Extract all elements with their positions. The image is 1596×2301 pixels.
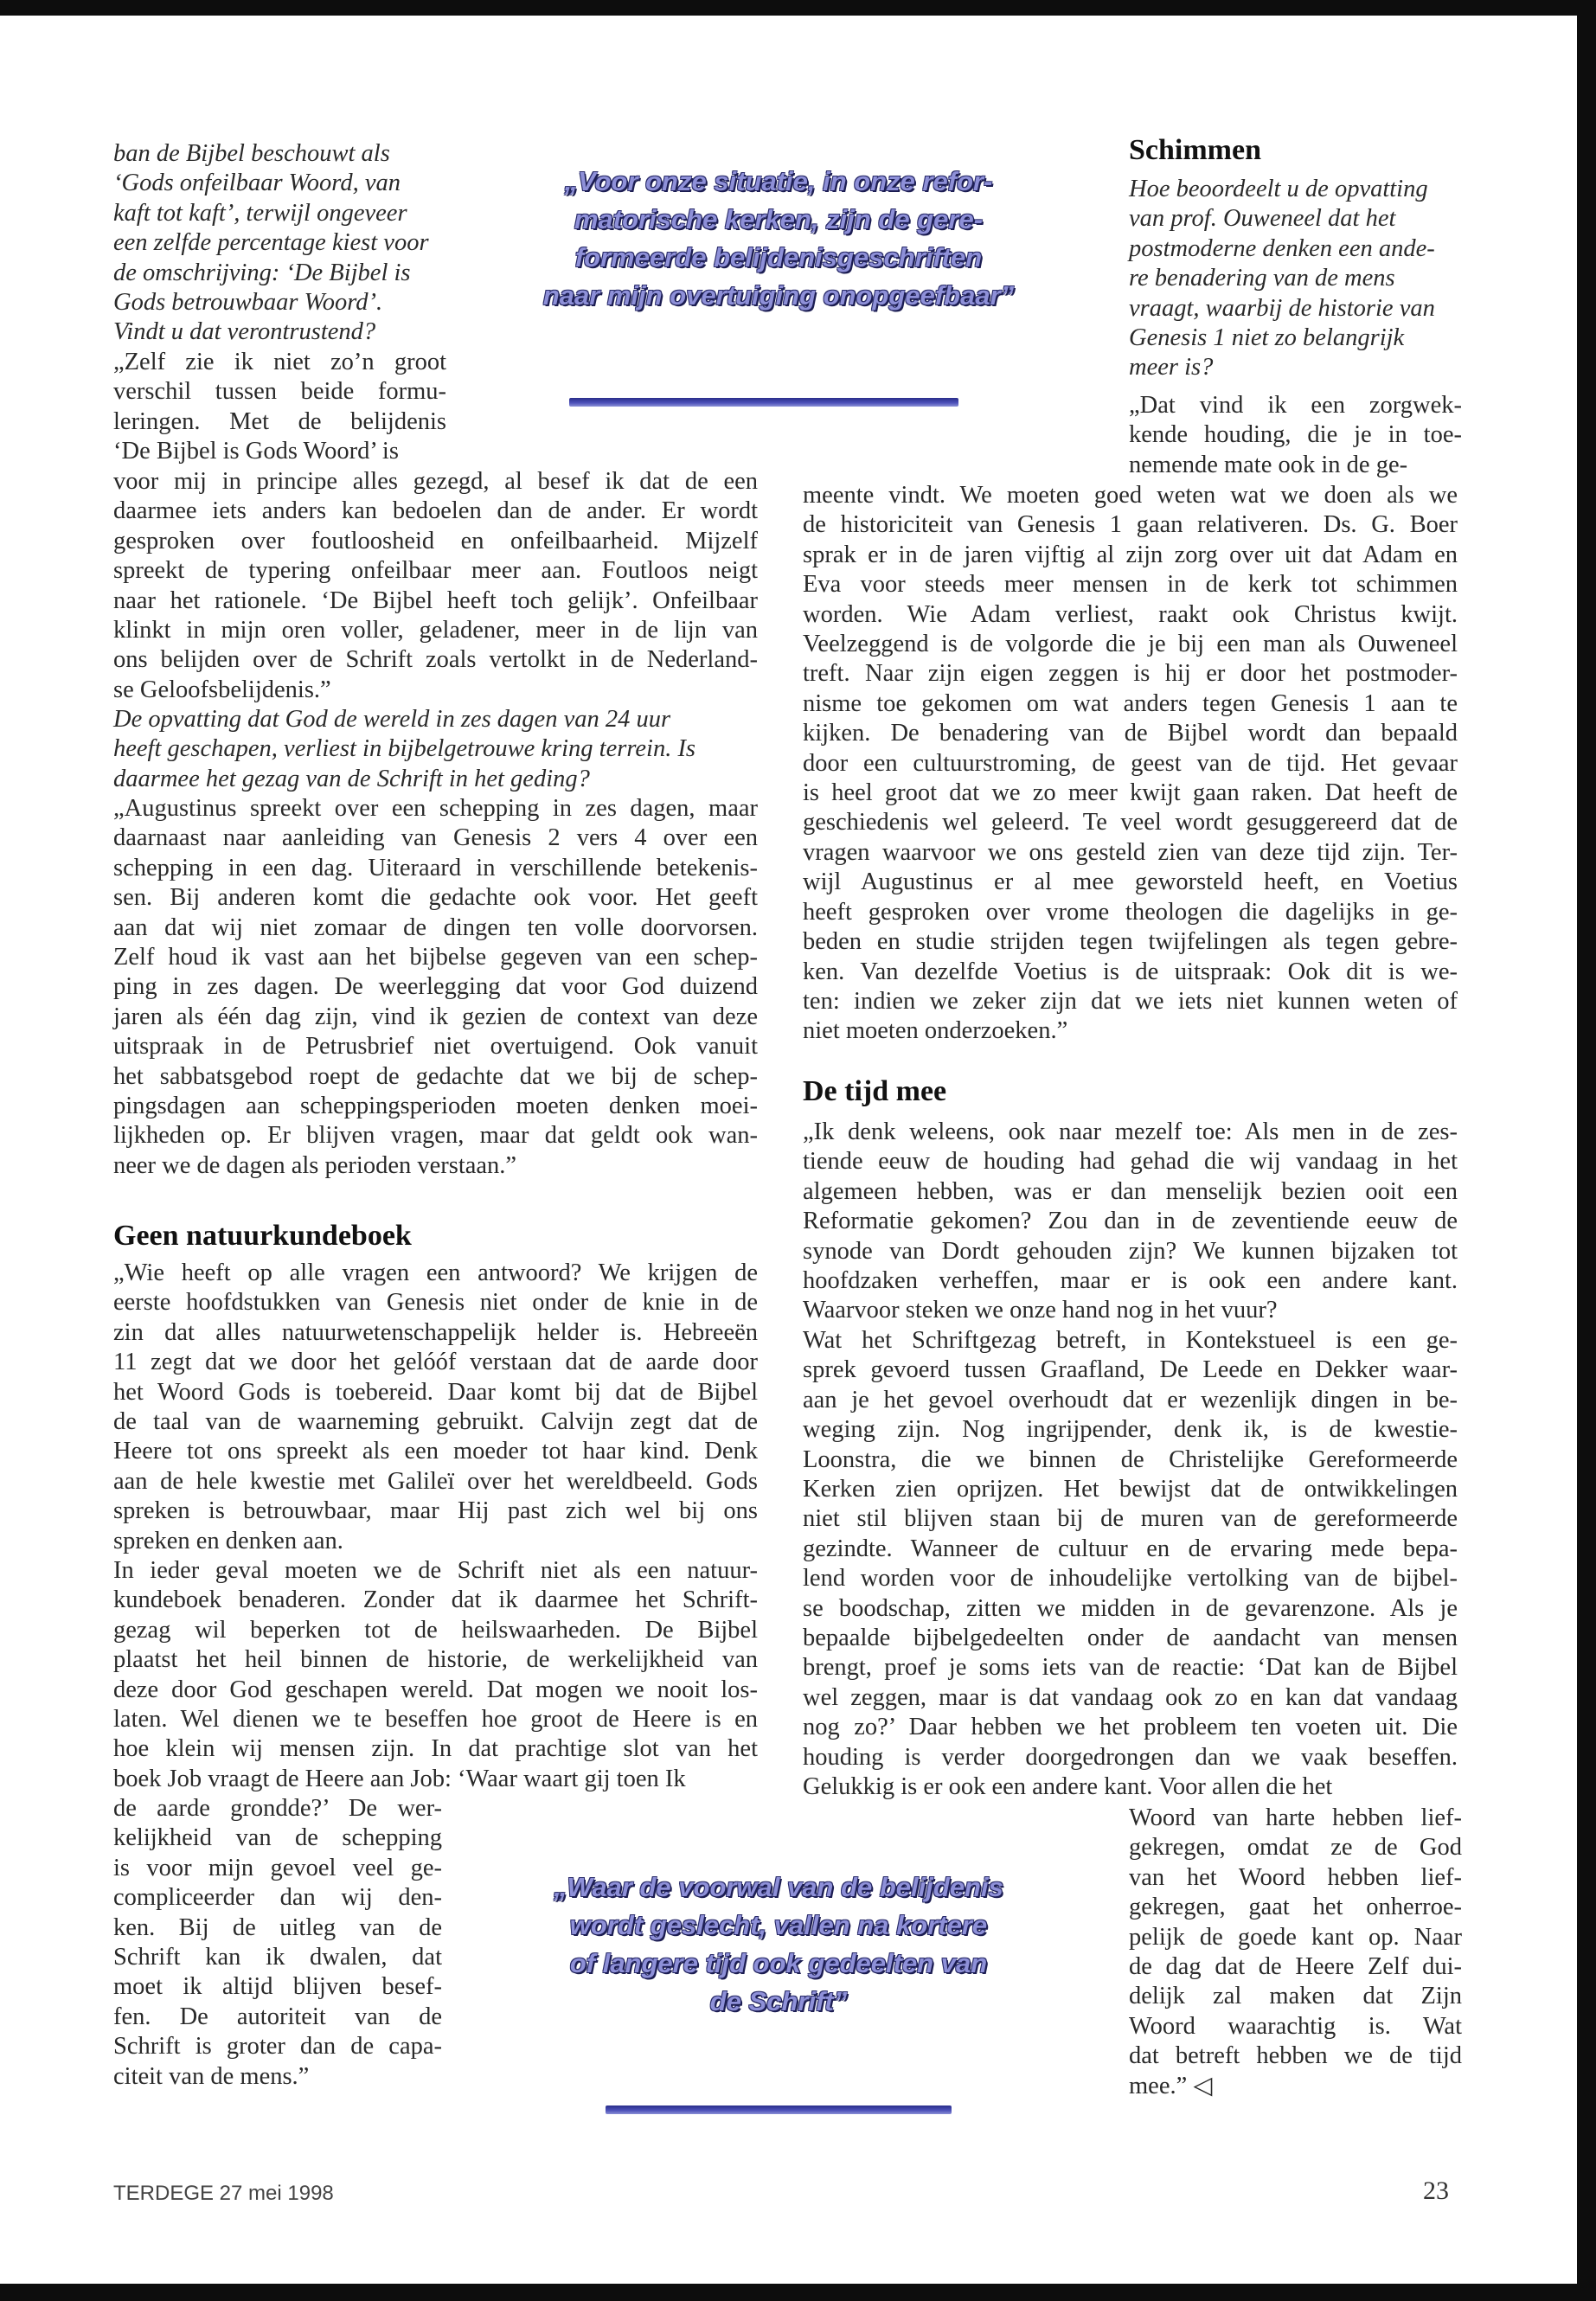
text-line: sprak er in de jaren vijftig al zijn zorg over uit dat Adam en [803, 541, 1458, 568]
pull-quote-bottom [450, 1868, 1107, 2021]
text-line: ping in zes dagen. De weerlegging dat voor God duizend [113, 973, 758, 1001]
text-line: Gelukkig is er ook een andere kant. Voor allen die het [803, 1773, 1333, 1801]
text-line: een zelfde percentage kiest voor [113, 229, 429, 257]
text-line: algemeen hebben, was er dan menselijk bezien ooit een [803, 1177, 1458, 1205]
text-line: delijk zal maken dat Zijn [1129, 1983, 1462, 2010]
quote-bottom-rule [606, 2106, 952, 2114]
text-line: treft. Naar zijn eigen zeggen is hij er door het postmoder- [803, 660, 1458, 688]
text-line: Loonstra, die we binnen de Christelijke Gereformeerde [803, 1445, 1458, 1473]
text-line: kundeboek benaderen. Zonder dat ik daarmee het Schrift- [113, 1586, 758, 1614]
text-line: gezindte. Wanneer de cultuur en de ervaring mede bepa- [803, 1535, 1458, 1562]
text-line: 11 zegt dat we door het gelóóf verstaan dat de aarde door [113, 1349, 758, 1376]
text-line: ban de Bijbel beschouwt als [113, 140, 390, 167]
pull-quote-top [450, 163, 1107, 315]
text-line: worden. Wie Adam verliest, raakt ook Christus kwijt. [803, 600, 1458, 628]
text-line: laten. Wel dienen we te beseffen hoe groot de Heere is en [113, 1706, 758, 1734]
left-answer-2 [113, 794, 758, 1181]
text-line: kelijkheid van de schepping [113, 1824, 442, 1852]
text-line: Woord van harte hebben lief- [1129, 1804, 1462, 1831]
text-line: synode van Dordt gehouden zijn? We kunnen bijzaken tot [803, 1237, 1458, 1265]
text-line: heeft gesproken over vrome theologen die dagelijks in ge- [803, 898, 1458, 926]
text-line: hoe klein wij mensen zijn. In dat prachtige slot van het [113, 1735, 758, 1763]
text-line: uitspraak in de Petrusbrief niet overtuigend. Ook vanuit [113, 1033, 758, 1061]
top-border [0, 0, 1596, 16]
text-line: het sabbatsgebod roept de gedachte dat we bij de schep- [113, 1062, 758, 1090]
text-line: het Woord Gods is toebereid. Daar komt bij dat de Bijbel [113, 1378, 758, 1406]
text-line: Veelzeggend is de volgorde die je bij een man als Ouweneel [803, 631, 1458, 658]
text-line: „Augustinus spreekt over een schepping in zes dagen, maar [113, 795, 758, 822]
page-number: 23 [1423, 2176, 1449, 2205]
text-line: ken. Van dezelfde Voetius is de uitspraak: Ook dit is we- [803, 958, 1458, 985]
text-line: de Schrift” [709, 1986, 848, 2016]
text-line: geschiedenis wel geleerd. Te veel wordt gesuggereerd dat de [803, 809, 1458, 836]
text-line: citeit van de mens.” [113, 2062, 310, 2090]
text-line: meente vindt. We moeten goed weten wat we doen als we [803, 482, 1458, 509]
right-question-italic [1129, 175, 1462, 383]
text-line: wijl Augustinus er al mee geworsteld heeft, en Voetius [803, 868, 1458, 896]
text-line: Schrift kan ik dwalen, dat [113, 1944, 442, 1971]
text-line: se Geloofsbelijdenis.” [113, 676, 331, 703]
text-line: brengt, proef je soms iets van de reactie: ‘Dat kan de Bijbel [803, 1654, 1458, 1682]
text-line: spreekt de typering onfeilbaar meer aan. Foutloos neigt [113, 557, 758, 585]
text-line: van het Woord hebben lief- [1129, 1863, 1462, 1891]
text-line: Waarvoor steken we onze hand nog in het vuur? [803, 1297, 1278, 1324]
text-line: eerste hoofdstukken van Genesis niet onder de knie in de [113, 1289, 758, 1317]
text-line: leringen. Met de belijdenis [113, 407, 446, 435]
text-line: sprek gevoerd tussen Graafland, De Leede en Dekker waar- [803, 1356, 1458, 1384]
text-line: pingsdagen aan scheppingsperioden moeten denken moei- [113, 1093, 758, 1120]
text-line: de taal van de waarneming gebruikt. Calvijn zegt dat de [113, 1408, 758, 1436]
text-line: plaatst het heil binnen de historie, de werkelijkheid van [113, 1646, 758, 1674]
text-line: „Zelf zie ik niet zo’n groot [113, 349, 446, 375]
text-line: hoofdzaken verheffen, maar er is ook een andere kant. [803, 1267, 1458, 1295]
text-line: aan dat wij niet zomaar de dingen ten volle doorvorsen. [113, 913, 758, 941]
text-line: de omschrijving: ‘De Bijbel is [113, 259, 411, 286]
text-line: lijkheden op. Er blijven vragen, maar dat geldt ook wan- [113, 1122, 758, 1150]
text-line: de dag dat de Heere Zelf dui- [1129, 1953, 1462, 1981]
text-line: aan je het gevoel overhoudt dat er wezenlijk dingen in be- [803, 1386, 1458, 1413]
text-line: Zelf houd ik vast aan het bijbelse gegeven van een schep- [113, 944, 758, 971]
text-line: deze door God geschapen wereld. Dat mogen we nooit los- [113, 1676, 758, 1703]
text-line: Hoe beoordeelt u de opvatting [1129, 176, 1428, 202]
text-line: matorische kerken, zijn de gere- [574, 204, 984, 234]
text-line: In ieder geval moeten we de Schrift niet als een natuur- [113, 1557, 758, 1584]
text-line: neer we de dagen als perioden verstaan.” [113, 1151, 517, 1179]
text-line: de historiciteit van Genesis 1 gaan relativeren. Ds. G. Boer [803, 511, 1458, 539]
heading-schimmen: Schimmen [1129, 134, 1261, 166]
text-line: compliceerder dan wij den- [113, 1884, 442, 1912]
text-line: Wat het Schriftgezag betreft, in Kontekstueel is een ge- [803, 1327, 1458, 1354]
text-line: meer is? [1129, 354, 1214, 381]
right-tijd-para-1 [803, 1118, 1458, 1326]
right-answer-narrow [1129, 391, 1462, 480]
text-line: van prof. Ouweneel dat het [1129, 205, 1396, 233]
text-line: „Waar de voorwal van de belijdenis [554, 1872, 1003, 1902]
text-line: kaft tot kaft’, terwijl ongeveer [113, 199, 407, 227]
text-line: klinkt in mijn oren voller, geladener, meer in de lijn van [113, 617, 758, 644]
text-line: Schrift is groter dan de capa- [113, 2033, 442, 2061]
text-line: is voor mijn gevoel veel ge- [113, 1854, 442, 1881]
heading-geen-natuurkundeboek: Geen natuurkundeboek [113, 1220, 412, 1252]
right-border [1577, 0, 1596, 2301]
left-geen-para-1 [113, 1259, 758, 1556]
text-line: naar mijn overtuiging onopgeefbaar” [542, 280, 1015, 311]
left-intro-question [113, 139, 446, 348]
text-line: ‘De Bijbel is Gods Woord’ is [113, 438, 399, 465]
text-line: verschil tussen beide formu- [113, 378, 446, 406]
text-line: kijken. De benadering van de Bijbel wordt dan bepaald [803, 720, 1458, 747]
text-line: ons belijden over de Schrift zoals vertolkt in de Nederland- [113, 646, 758, 674]
text-line: Woord waarachtig is. Wat [1129, 2012, 1462, 2040]
text-line: ken. Bij de uitleg van de [113, 1913, 442, 1941]
text-line: Gods betrouwbaar Woord’. [113, 289, 383, 317]
text-line: nog zo?’ Daar hebben we het probleem ten voeten uit. Die [803, 1714, 1458, 1741]
text-line: nisme toe gekomen om wat anders tegen Genesis 1 aan te [803, 689, 1458, 717]
text-line: se boodschap, zitten we midden in de gevarenzone. Als je [803, 1594, 1458, 1622]
bottom-border [0, 2284, 1596, 2301]
text-line: de aarde grondde?’ De wer- [113, 1795, 442, 1822]
text-line: vraagt, waarbij de historie van [1129, 294, 1435, 322]
text-line: ten: indien we zeker zijn dat we iets niet kunnen weten of [803, 987, 1458, 1015]
text-line: „Dat vind ik een zorgwek- [1129, 392, 1462, 419]
text-line: daarmee het gezag van de Schrift in het geding? [113, 765, 590, 792]
heading-de-tijd-mee: De tijd mee [803, 1075, 947, 1107]
text-line: bepaalde bijbelgedeelten onder de aandacht van mensen [803, 1625, 1458, 1652]
text-line: gezag wil beperken tot de heilswaarheden. De Bijbel [113, 1616, 758, 1644]
text-line: niet moeten onderzoeken.” [803, 1017, 1068, 1045]
text-line: of langere tijd ook gedeelten van [569, 1948, 988, 1978]
text-line: jaren als één dag zijn, vind ik gezien de context van deze [113, 1003, 758, 1030]
text-line: boek Job vraagt de Heere aan Job: ‘Waar waart gij toen Ik [113, 1765, 686, 1792]
text-line: fen. De autoriteit van de [113, 2003, 442, 2030]
right-tijd-para-2 [803, 1326, 1458, 1803]
text-line: Heere tot ons spreekt als een moeder tot haar kind. Denk [113, 1438, 758, 1465]
text-line: postmoderne denken een ande- [1129, 234, 1435, 262]
text-line: daarnaast naar aanleiding van Genesis 2 vers 4 over een [113, 824, 758, 852]
text-line: dat betreft hebben we de tijd [1129, 2042, 1462, 2070]
quote-top-rule [569, 398, 958, 407]
text-line: Reformatie gekomen? Zou dan in de zeventiende eeuw de [803, 1208, 1458, 1235]
text-line: gesproken over foutloosheid en onfeilbaarheid. Mijzelf [113, 527, 758, 554]
text-line: moet ik altijd blijven besef- [113, 1973, 442, 2001]
text-line: zin dat alles natuurwetenschappelijk helder is. Hebreeën [113, 1318, 758, 1346]
text-line: lend worden voor de inhoudelijke vertolking van de bijbel- [803, 1565, 1458, 1593]
text-line: „Wie heeft op alle vragen een antwoord? We krijgen de [113, 1259, 758, 1286]
left-question-2 [113, 705, 758, 794]
text-line: wel zeggen, maar is dat vandaag ook zo en kan dat vandaag [803, 1683, 1458, 1711]
text-line: spreken is betrouwbaar, maar Hij past zich wel bij ons [113, 1497, 758, 1525]
text-line: formeerde belijdenisgeschriften [574, 242, 983, 272]
left-geen-narrow [113, 1794, 442, 2092]
right-answer-wide [803, 481, 1458, 1047]
left-geen-para-2 [113, 1556, 758, 1794]
text-line: Vindt u dat verontrustend? [113, 318, 376, 346]
text-line: De opvatting dat God de wereld in zes dagen van 24 uur [113, 706, 671, 733]
text-line: schepping in een dag. Uiteraard in verschillende betekenis- [113, 854, 758, 881]
text-line: door een cultuurstroming, de geest van de tijd. Het gevaar [803, 749, 1458, 777]
text-line: gekregen, omdat ze de God [1129, 1834, 1462, 1862]
text-line: ‘Gods onfeilbaar Woord, van [113, 170, 401, 197]
text-line: mee.” ◁ [1129, 2072, 1213, 2099]
text-line: niet stil blijven staan bij de muren van de gereformeerde [803, 1505, 1458, 1533]
left-answer-wide [113, 467, 758, 705]
text-line: is heel groot dat we zo meer kwijt gaan raken. Dat heeft de [803, 779, 1458, 807]
footer-publication: TERDEGE 27 mei 1998 [113, 2182, 334, 2205]
text-line: „Ik denk weleens, ook naar mezelf toe: Als men in de zes- [803, 1118, 1458, 1145]
text-line: re benadering van de mens [1129, 265, 1395, 292]
text-line: heeft geschapen, verliest in bijbelgetrouwe kring terrein. Is [113, 735, 696, 763]
text-line: spreken en denken aan. [113, 1527, 343, 1554]
text-line: nemende mate ook in de ge- [1129, 451, 1408, 478]
text-line: sen. Bij anderen komt die gedachte ook voor. Het geeft [113, 884, 758, 912]
text-line: tiende eeuw de houding had gehad die wij vandaag in het [803, 1148, 1458, 1176]
text-line: naar het rationele. ‘De Bijbel heeft toch gelijk’. Onfeilbaar [113, 586, 758, 614]
text-line: voor mij in principe alles gezegd, al besef ik dat de een [113, 468, 758, 495]
text-line: pelijk de goede kant op. Naar [1129, 1923, 1462, 1951]
text-line: beden en studie strijden tegen twijfelingen als tegen gebre- [803, 928, 1458, 956]
text-line: Eva voor steeds meer mensen in de kerk tot schimmen [803, 571, 1458, 599]
text-line: vragen waarvoor we ons gesteld zien van deze tijd zijn. Ter- [803, 838, 1458, 866]
text-line: Genesis 1 niet zo belangrijk [1129, 324, 1405, 352]
text-line: kende houding, die je in toe- [1129, 421, 1462, 449]
text-line: gekregen, gaat het onherroe- [1129, 1894, 1462, 1921]
text-line: aan de hele kwestie met Galileï over het wereldbeeld. Gods [113, 1467, 758, 1495]
text-line: wordt geslecht, vallen na kortere [569, 1910, 988, 1940]
text-line: houding is verder doorgedrongen dan we vaak beseffen. [803, 1743, 1458, 1771]
left-answer-narrow [113, 348, 446, 467]
text-line: „Voor onze situatie, in onze refor- [564, 166, 993, 196]
text-line: weging zijn. Nog ingrijpender, denk ik, is de kwestie- [803, 1416, 1458, 1444]
right-tijd-narrow [1129, 1804, 1462, 2101]
text-line: daarmee iets anders kan bedoelen dan de ander. Er wordt [113, 497, 758, 525]
text-line: Kerken zien oprijzen. Het bewijst dat de ontwikkelingen [803, 1476, 1458, 1503]
